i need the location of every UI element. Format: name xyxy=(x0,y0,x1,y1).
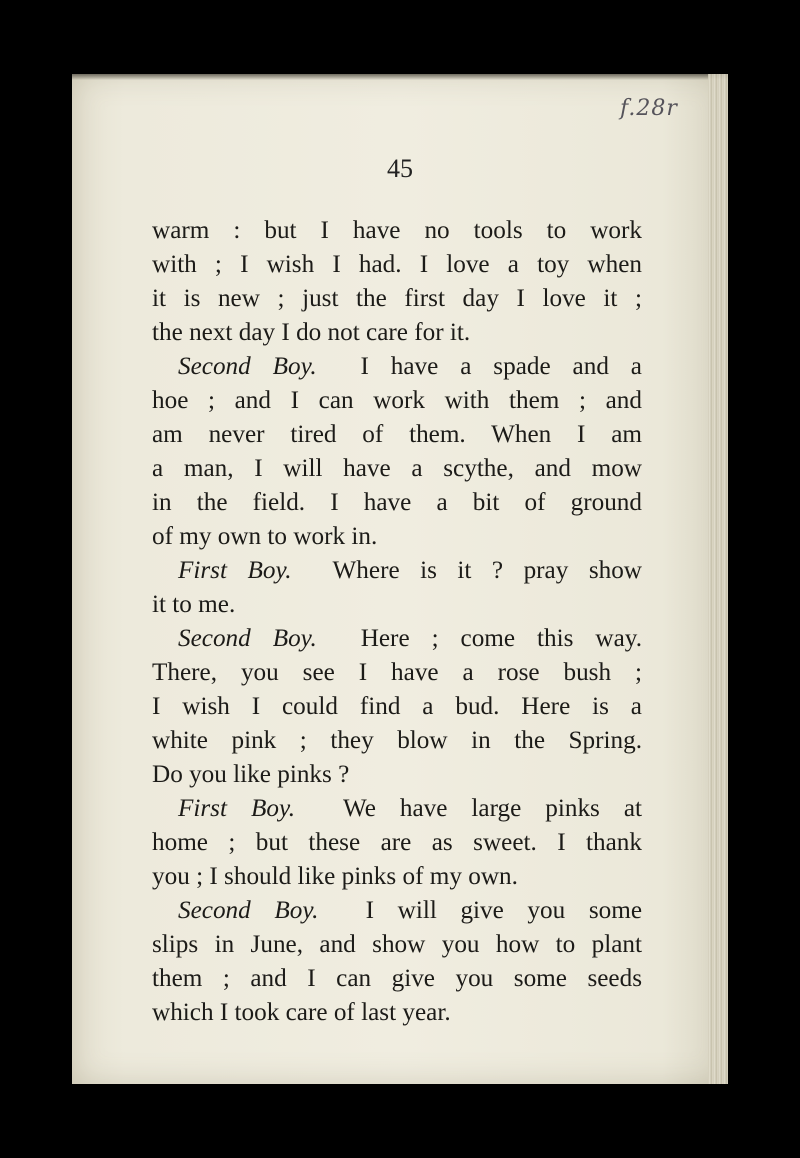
text-line xyxy=(152,248,642,282)
line-text: it to me. xyxy=(152,591,236,618)
text-line xyxy=(152,588,642,622)
line-text: them ; and I can give you some seeds xyxy=(152,965,642,992)
text-line xyxy=(152,690,642,724)
text-line xyxy=(152,962,642,996)
line-text: you ; I should like pinks of my own. xyxy=(152,863,518,890)
line-text: There, you see I have a rose bush ; xyxy=(152,659,642,686)
page-top-edge xyxy=(72,74,728,80)
line-text: We have large pinks at xyxy=(342,795,642,822)
speaker-name: Second Boy. xyxy=(178,625,317,652)
book-page xyxy=(72,74,728,1084)
text-line xyxy=(152,656,642,690)
text-line xyxy=(152,996,642,1030)
line-text: which I took care of last year. xyxy=(152,999,451,1026)
text-line xyxy=(152,282,642,316)
body-text xyxy=(152,214,642,1030)
text-line xyxy=(152,316,642,350)
text-line xyxy=(152,758,642,792)
line-text: the next day I do not care for it. xyxy=(152,319,471,346)
text-line xyxy=(152,928,642,962)
speaker-name: Second Boy. xyxy=(178,897,319,924)
text-line xyxy=(152,860,642,894)
text-line xyxy=(152,622,642,656)
handwritten-folio-mark: f.28r xyxy=(620,96,678,121)
line-text: it is new ; just the first day I love it ; xyxy=(152,285,642,312)
line-text: I will give you some xyxy=(365,897,642,924)
text-line xyxy=(152,894,642,928)
line-text: of my own to work in. xyxy=(152,523,378,550)
text-line xyxy=(152,452,642,486)
line-text: Here ; come this way. xyxy=(360,625,643,652)
text-line xyxy=(152,418,642,452)
text-line xyxy=(152,486,642,520)
page-number: 45 xyxy=(387,154,413,183)
text-line xyxy=(152,792,642,826)
line-text: in the field. I have a bit of ground xyxy=(152,489,642,516)
speaker-name: First Boy. xyxy=(178,795,296,822)
line-text: am never tired of them. When I am xyxy=(152,421,642,448)
text-line xyxy=(152,724,642,758)
line-text: slips in June, and show you how to plant xyxy=(152,931,642,958)
line-text: Do you like pinks ? xyxy=(152,761,350,788)
text-line xyxy=(152,554,642,588)
line-text: I wish I could find a bud. Here is a xyxy=(152,693,642,720)
line-text: I have a spade and a xyxy=(360,353,642,380)
speaker-name: First Boy. xyxy=(178,557,292,584)
text-line xyxy=(152,350,642,384)
line-text: home ; but these are as sweet. I thank xyxy=(152,829,642,856)
text-line xyxy=(152,520,642,554)
line-text: warm : but I have no tools to work xyxy=(152,217,642,244)
line-text: hoe ; and I can work with them ; and xyxy=(152,387,642,414)
speaker-name: Second Boy. xyxy=(178,353,317,380)
page-fore-edge xyxy=(708,74,728,1084)
line-text: with ; I wish I had. I love a toy when xyxy=(152,251,642,278)
text-line xyxy=(152,384,642,418)
text-line xyxy=(152,826,642,860)
text-line xyxy=(152,214,642,248)
line-text: Where is it ? pray show xyxy=(332,557,642,584)
line-text: a man, I will have a scythe, and mow xyxy=(152,455,642,482)
line-text: white pink ; they blow in the Spring. xyxy=(152,727,642,754)
